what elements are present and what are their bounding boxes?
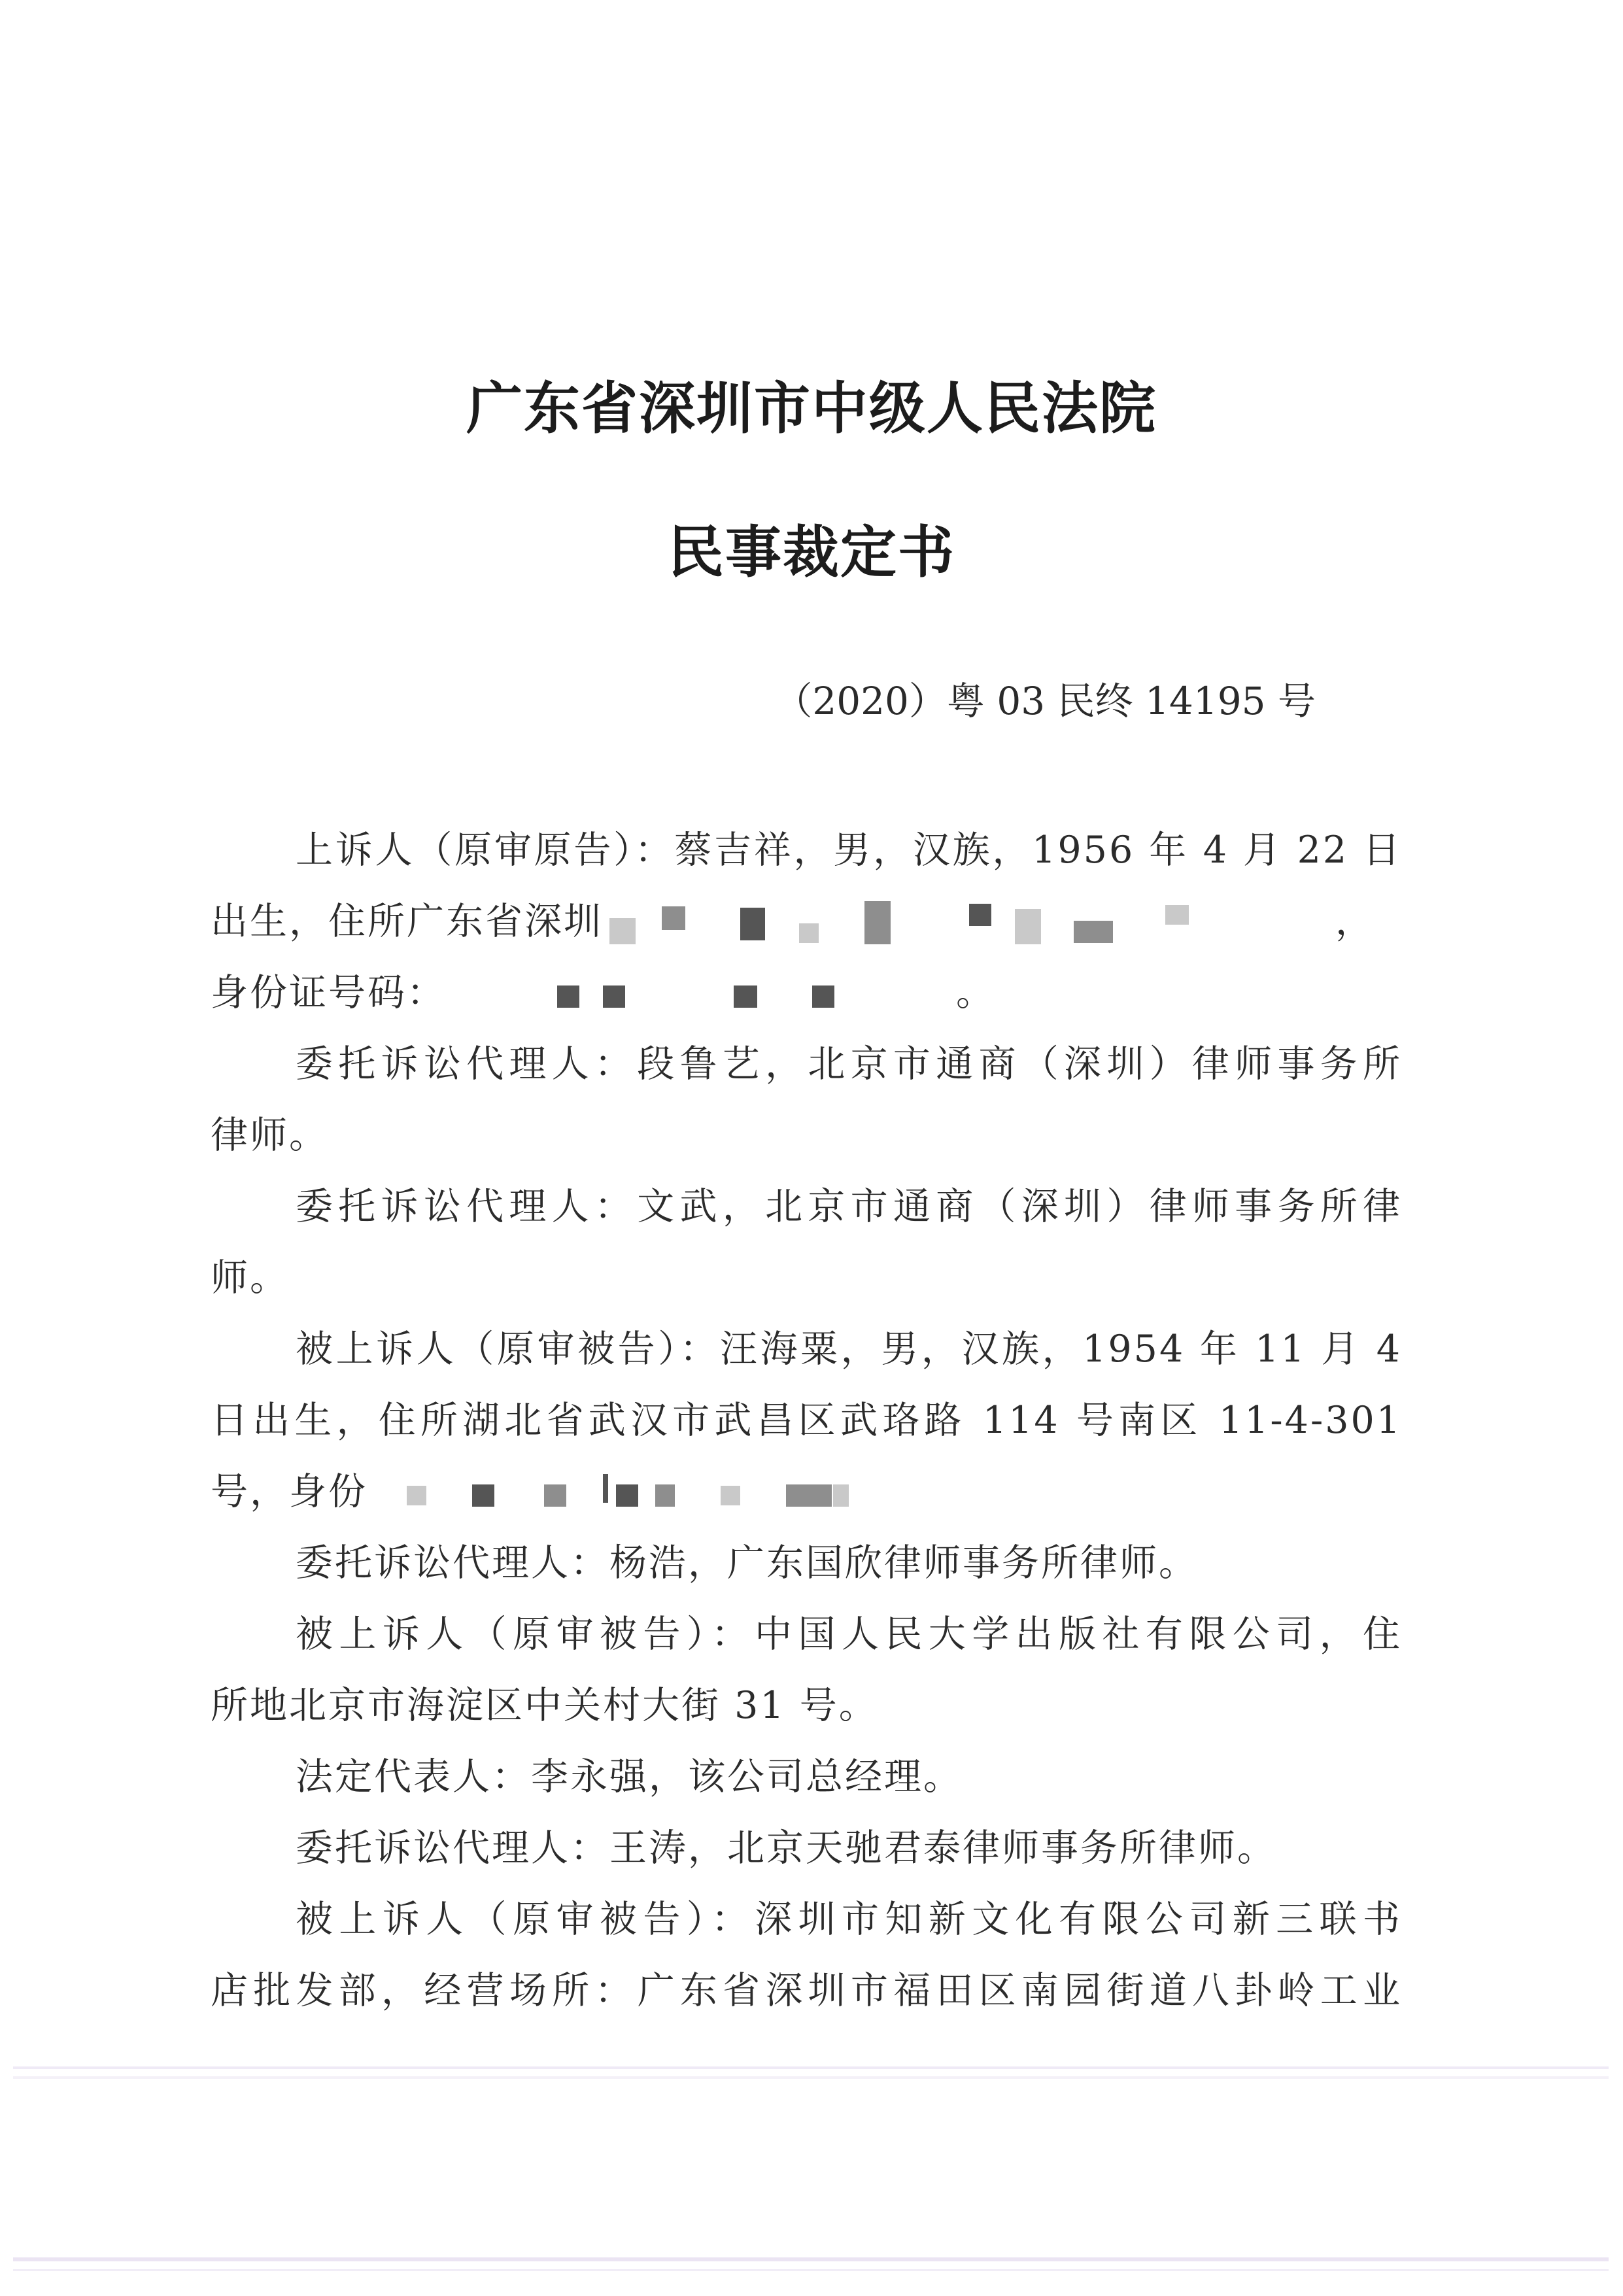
scan-artifact — [13, 2257, 1609, 2261]
appellee-2-line-2: 所地北京市海淀区中关村大街 31 号。 — [211, 1684, 878, 1727]
id-number-label: 身份证号码： — [211, 971, 446, 1014]
scan-artifact — [13, 2269, 1609, 2271]
agent-4-line-1: 委托诉讼代理人：王涛，北京天驰君泰律师事务所律师。 — [296, 1826, 1276, 1870]
parties-section — [211, 815, 1402, 2027]
scan-artifact — [13, 2076, 1609, 2079]
appellee-2-line-1: 被上诉人（原审被告）：中国人民大学出版社有限公司，住 — [296, 1613, 1402, 1656]
redacted-id-number — [446, 972, 956, 1018]
appellant-line-2: 出生，住所广东省深圳 ， — [211, 886, 1402, 957]
appellee-1-line-3: 号，身份 — [211, 1456, 1402, 1528]
agent-1-line-2: 律师。 — [211, 1114, 328, 1157]
court-name: 广东省深圳市中级人民法院 — [466, 375, 1157, 441]
redacted-address — [603, 901, 1335, 947]
scan-artifact — [13, 2066, 1609, 2069]
appellant-line-1: 上诉人（原审原告）：蔡吉祥，男，汉族，1956 年 4 月 22 日 — [296, 829, 1402, 872]
appellee-1-line-2: 日出生，住所湖北省武汉市武昌区武珞路 114 号南区 11-4-301 — [211, 1399, 1402, 1442]
agent-1-line-1: 委托诉讼代理人：段鲁艺，北京市通商（深圳）律师事务所 — [296, 1042, 1402, 1086]
agent-3-line-1: 委托诉讼代理人：杨浩，广东国欣律师事务所律师。 — [296, 1541, 1198, 1585]
agent-2-line-2: 师。 — [211, 1256, 289, 1299]
appellee-3-line-2: 店批发部，经营场所：广东省深圳市福田区南园街道八卦岭工业 — [211, 1969, 1402, 2012]
document-type: 民事裁定书 — [668, 519, 955, 585]
appellee-1-line-1: 被上诉人（原审被告）：汪海粟，男，汉族，1954 年 11 月 4 — [296, 1328, 1402, 1371]
appellee-3-line-1: 被上诉人（原审被告）：深圳市知新文化有限公司新三联书 — [296, 1898, 1402, 1941]
legal-representative-line: 法定代表人：李永强，该公司总经理。 — [296, 1755, 963, 1798]
appellant-line-3: 身份证号码： 。 — [211, 957, 1402, 1029]
agent-2-line-1: 委托诉讼代理人：文武，北京市通商（深圳）律师事务所律 — [296, 1185, 1402, 1228]
appellant-address: 出生，住所广东省深圳 — [211, 900, 603, 943]
redacted-id-number — [367, 1471, 1100, 1517]
case-number: （2020）粤 03 民终 14195 号 — [774, 679, 1316, 723]
